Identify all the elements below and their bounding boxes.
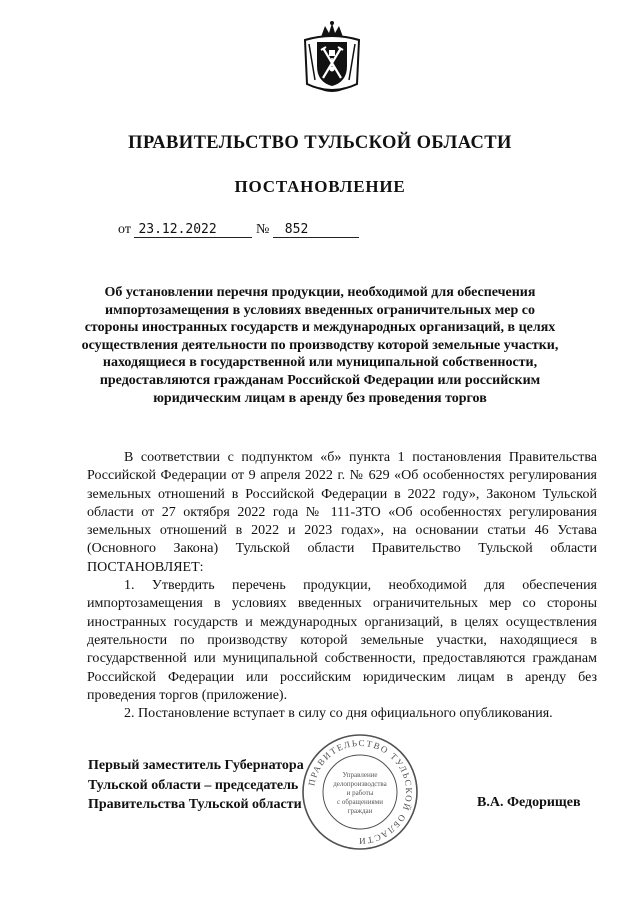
document-body [87,449,597,723]
signatory-line-1: Первый заместитель Губернатора [88,758,304,773]
signatory-name: В.А. Федорищев [477,795,581,810]
document-subject: Об установлении перечня продукции, необходимой для обеспечения импортозамещения в условиях введенных ограничительных мер со стороны иностранных государств и международных организаций, в целях осуществления деятельности по производству которой земельные участки, находящиеся в государственной или муниципальной собственности, предоставляются гражданам Российской Федерации или российским юридическим лицам в аренду без проведения торгов [81,285,559,406]
signatory-position [88,756,304,815]
stamp-ring-text: ПРАВИТЕЛЬСТВО ТУЛЬСКОЙ ОБЛАСТИ [306,737,415,847]
item-1-paragraph: 1. Утвердить перечень продукции, необходимой для обеспечения импортозамещения в условиях введенных ограничительных мер со стороны иностранных государств и международных организаций, в целях осуществления деятельности по производству которой земельные участки, находящиеся в государственной или муниципальной собственности, предоставляются гражданам Российской Федерации или российским юридическим лицам в аренду без проведения торгов (приложение). [87,578,597,703]
stamp-line-2: делопроизводства [333,780,387,788]
stamp-line-4: с обращениями [337,798,383,806]
document-date: 23.12.2022 [134,222,252,238]
signatory-line-3: Правительства Тульской области [88,797,302,812]
document-number: 852 [273,222,359,238]
number-label: № [255,222,270,237]
stamp-line-1: Управление [342,771,378,779]
signatory-line-2: Тульской области – председатель [88,777,299,793]
preamble-paragraph: В соответствии с подпунктом «б» пункта 1 постановления Правительства Российской Федерации от 9 апреля 2022 г. № 629 «Об особенностях регулирования земельных отношений в Российской Федерации в 2022 году», Законом Тульской области от 27 октября 2022 года № 111-ЗТО «Об особенностях регулирования земельных отношений в 2022 и 2023 годах», на основании статьи 46 Устава (Основного Закона) Тульской области Правительство Тульской области ПОСТАНОВЛЯЕТ: [87,450,597,575]
stamp-line-5: граждан [347,807,373,815]
item-2-paragraph: 2. Постановление вступает в силу со дня официального опубликования. [124,706,553,722]
date-label: от [118,222,131,237]
registration-stamp [300,732,420,852]
date-number-line [118,222,359,238]
coat-of-arms-icon [301,20,363,96]
document-type: ПОСТАНОВЛЕНИЕ [234,177,406,196]
stamp-line-3: и работы [346,789,374,797]
organization-title: ПРАВИТЕЛЬСТВО ТУЛЬСКОЙ ОБЛАСТИ [128,133,512,153]
